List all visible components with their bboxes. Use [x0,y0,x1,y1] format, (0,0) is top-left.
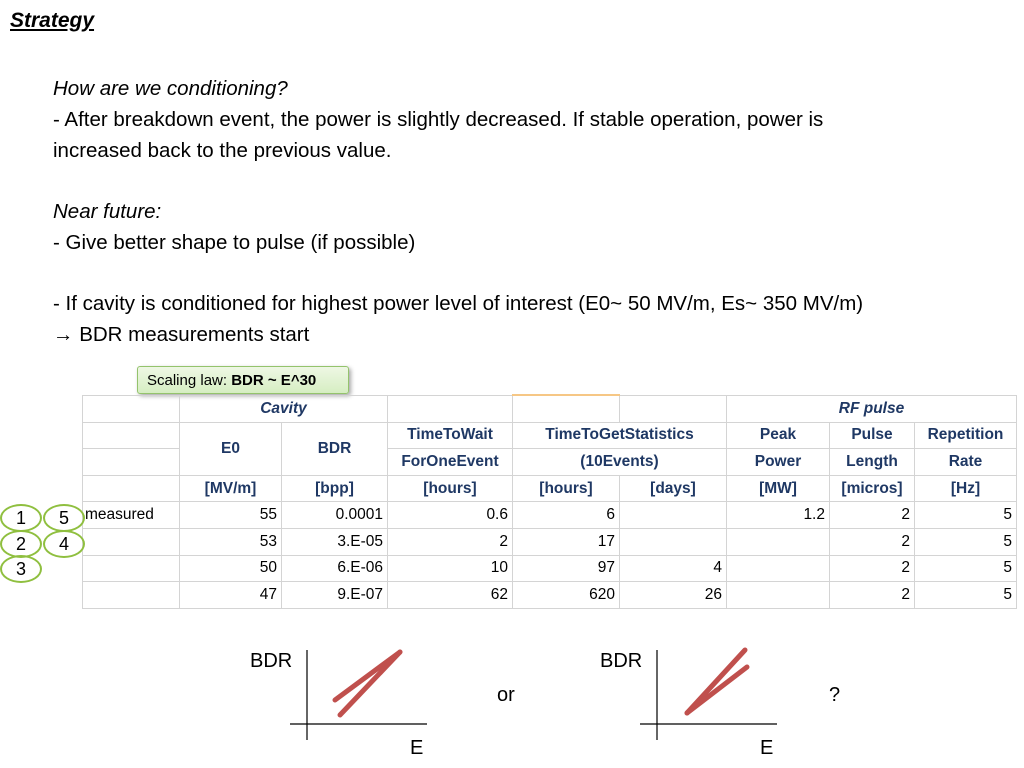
sketch2-x-label: E [760,737,774,759]
oval-marker-3: 3 [0,555,42,583]
table-cell [83,475,180,502]
table-cell [727,555,830,582]
sketch2-y-label: BDR [600,650,643,672]
header-e0: E0 [180,422,282,475]
group-header-rf-pulse: RF pulse [727,395,1017,422]
oval-marker-1: 1 [0,504,42,532]
header-power: Power [727,449,830,476]
table-cell: 0.6 [388,502,513,529]
header-pulse: Pulse [830,422,915,449]
table-cell [727,528,830,555]
row-label [83,528,180,555]
table-row [83,555,1017,582]
table-cell: 3.E-05 [282,528,388,555]
table-cell: 10 [388,555,513,582]
header-10events: (10Events) [513,449,727,476]
row-label [83,582,180,609]
text-line-5-label: BDR measurements start [73,323,310,346]
oval-marker-4: 4 [43,530,85,558]
text-line-4: - If cavity is conditioned for highest power level of interest (E0~ 50 MV/m, Es~ 350 MV/m) [53,292,864,315]
scaling-law-badge [137,366,349,394]
slide-title: Strategy [10,9,95,32]
arrow-right-icon: → [53,323,74,346]
table-cell [513,395,620,422]
table-cell: 6.E-06 [282,555,388,582]
text-line-5 [53,319,309,350]
header-timetowait: TimeToWait [388,422,513,449]
table-cell [620,528,727,555]
heading-near-future: Near future: [53,200,162,223]
table-cell: 26 [620,582,727,609]
oval-marker-2: 2 [0,530,42,558]
sketch2-axes [635,645,785,745]
header-timetogetstatistics: TimeToGetStatistics [513,422,727,449]
table-cell: 5 [915,528,1017,555]
sketch1-axes [285,645,435,745]
question-mark: ? [829,684,841,706]
header-rate: Rate [915,449,1017,476]
table-cell: 0.0001 [282,502,388,529]
unit-cell: [Hz] [915,475,1017,502]
table-cell: 55 [180,502,282,529]
table-cell [83,395,180,422]
sketch1-curve-lower [340,652,400,715]
table-cell: 2 [830,555,915,582]
table-cell [620,502,727,529]
table-cell: 2 [830,528,915,555]
header-repetition: Repetition [915,422,1017,449]
row-label [83,555,180,582]
table-cell [388,395,513,422]
table-cell: 53 [180,528,282,555]
table-cell [83,422,180,449]
table-cell: 2 [388,528,513,555]
unit-cell: [days] [620,475,727,502]
table-cell: 62 [388,582,513,609]
unit-cell: [hours] [513,475,620,502]
table-cell: 4 [620,555,727,582]
table-row [83,582,1017,609]
table-cell: 2 [830,502,915,529]
table-row [83,502,1017,529]
unit-cell: [MV/m] [180,475,282,502]
bdr-table [82,394,1017,609]
table-cell: 5 [915,555,1017,582]
table-row [83,475,1017,502]
header-length: Length [830,449,915,476]
text-line-3: - Give better shape to pulse (if possible) [53,231,416,254]
header-foroneevent: ForOneEvent [388,449,513,476]
oval-marker-5: 5 [43,504,85,532]
unit-cell: [micros] [830,475,915,502]
table-cell: 5 [915,582,1017,609]
row-label: measured [83,502,180,529]
table-cell [83,449,180,476]
table-cell: 9.E-07 [282,582,388,609]
sketch1-y-label: BDR [250,650,293,672]
table-cell: 47 [180,582,282,609]
header-bdr: BDR [282,422,388,475]
table-row [83,395,1017,422]
table-cell [620,395,727,422]
unit-cell: [MW] [727,475,830,502]
header-peak: Peak [727,422,830,449]
table-cell: 6 [513,502,620,529]
sketch1-x-label: E [410,737,424,759]
table-cell: 2 [830,582,915,609]
group-header-cavity: Cavity [180,395,388,422]
table-cell: 97 [513,555,620,582]
text-line-2: increased back to the previous value. [53,139,392,162]
table-cell: 5 [915,502,1017,529]
table-cell: 620 [513,582,620,609]
table-cell: 1.2 [727,502,830,529]
or-text: or [497,684,515,706]
text-line-1: - After breakdown event, the power is slightly decreased. If stable operation, power is [53,108,824,131]
table-row [83,422,1017,449]
badge-law: BDR ~ E^30 [231,372,317,389]
table-cell: 50 [180,555,282,582]
unit-cell: [hours] [388,475,513,502]
table-cell: 17 [513,528,620,555]
badge-prefix: Scaling law: [147,372,232,389]
sketch2-curve-upper [687,650,745,713]
table-row [83,528,1017,555]
question-conditioning: How are we conditioning? [53,77,288,100]
table-cell [727,582,830,609]
unit-cell: [bpp] [282,475,388,502]
